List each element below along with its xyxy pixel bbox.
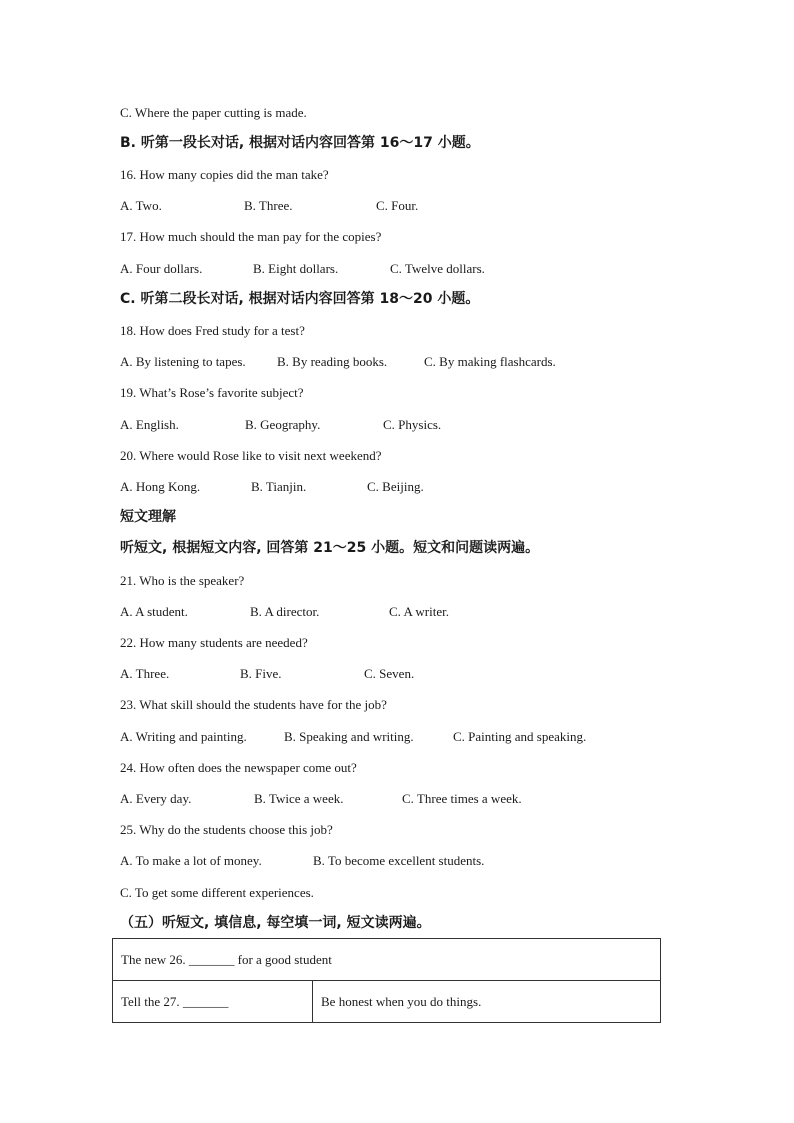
table-cell: The new 26. _______ for a good student: [113, 939, 661, 981]
option-a: A. English.: [120, 417, 179, 432]
section-heading: 听短文, 根据短文内容, 回答第 21～25 小题。短文和问题读两遍。: [120, 540, 540, 556]
option-a: A. Every day.: [120, 791, 192, 806]
question-22: 22. How many students are needed?: [120, 635, 308, 650]
option-c: C. Four.: [376, 198, 419, 213]
option-line: C. Where the paper cutting is made.: [120, 105, 307, 120]
question-16: 16. How many copies did the man take?: [120, 167, 329, 182]
section-heading: （五）听短文, 填信息, 每空填一词, 短文读两遍。: [120, 915, 431, 931]
option-b: B. To become excellent students.: [313, 853, 485, 868]
question-25: 25. Why do the students choose this job?: [120, 822, 333, 837]
option-a: A. Three.: [120, 666, 170, 681]
option-a: A. To make a lot of money.: [120, 853, 262, 868]
option-b: B. By reading books.: [277, 354, 388, 369]
question-20: 20. Where would Rose like to visit next weekend?: [120, 448, 382, 463]
info-table: [112, 938, 661, 1023]
question-23: 23. What skill should the students have for the job?: [120, 697, 387, 712]
option-b: B. Twice a week.: [254, 791, 344, 806]
option-a: A. A student.: [120, 604, 188, 619]
option-c: C. To get some different experiences.: [120, 885, 314, 900]
option-a: A. Four dollars.: [120, 261, 203, 276]
option-c: C. Painting and speaking.: [453, 729, 587, 744]
question-21: 21. Who is the speaker?: [120, 573, 245, 588]
option-c: C. A writer.: [389, 604, 449, 619]
option-a: A. Hong Kong.: [120, 479, 201, 494]
option-c: C. Three times a week.: [402, 791, 522, 806]
option-b: B. Geography.: [245, 417, 321, 432]
table-row: [113, 939, 661, 981]
option-c: C. Physics.: [383, 417, 442, 432]
question-19: 19. What’s Rose’s favorite subject?: [120, 385, 304, 400]
option-b: B. A director.: [250, 604, 320, 619]
table-cell: Tell the 27. _______: [113, 981, 313, 1023]
table-row: [113, 981, 661, 1023]
option-b: B. Speaking and writing.: [284, 729, 414, 744]
section-title: 短文理解: [120, 509, 176, 525]
question-18: 18. How does Fred study for a test?: [120, 323, 305, 338]
option-b: B. Tianjin.: [251, 479, 307, 494]
question-17: 17. How much should the man pay for the copies?: [120, 229, 382, 244]
option-c: C. Seven.: [364, 666, 415, 681]
option-c: C. By making flashcards.: [424, 354, 556, 369]
option-a: A. Writing and painting.: [120, 729, 247, 744]
option-b: B. Three.: [244, 198, 293, 213]
option-b: B. Five.: [240, 666, 282, 681]
option-a: A. By listening to tapes.: [120, 354, 246, 369]
option-c: C. Twelve dollars.: [390, 261, 485, 276]
table-cell: Be honest when you do things.: [313, 981, 661, 1023]
option-c: C. Beijing.: [367, 479, 424, 494]
option-b: B. Eight dollars.: [253, 261, 339, 276]
section-heading: C. 听第二段长对话, 根据对话内容回答第 18～20 小题。: [120, 291, 480, 307]
option-a: A. Two.: [120, 198, 162, 213]
section-heading: B. 听第一段长对话, 根据对话内容回答第 16～17 小题。: [120, 135, 480, 151]
question-24: 24. How often does the newspaper come out?: [120, 760, 357, 775]
